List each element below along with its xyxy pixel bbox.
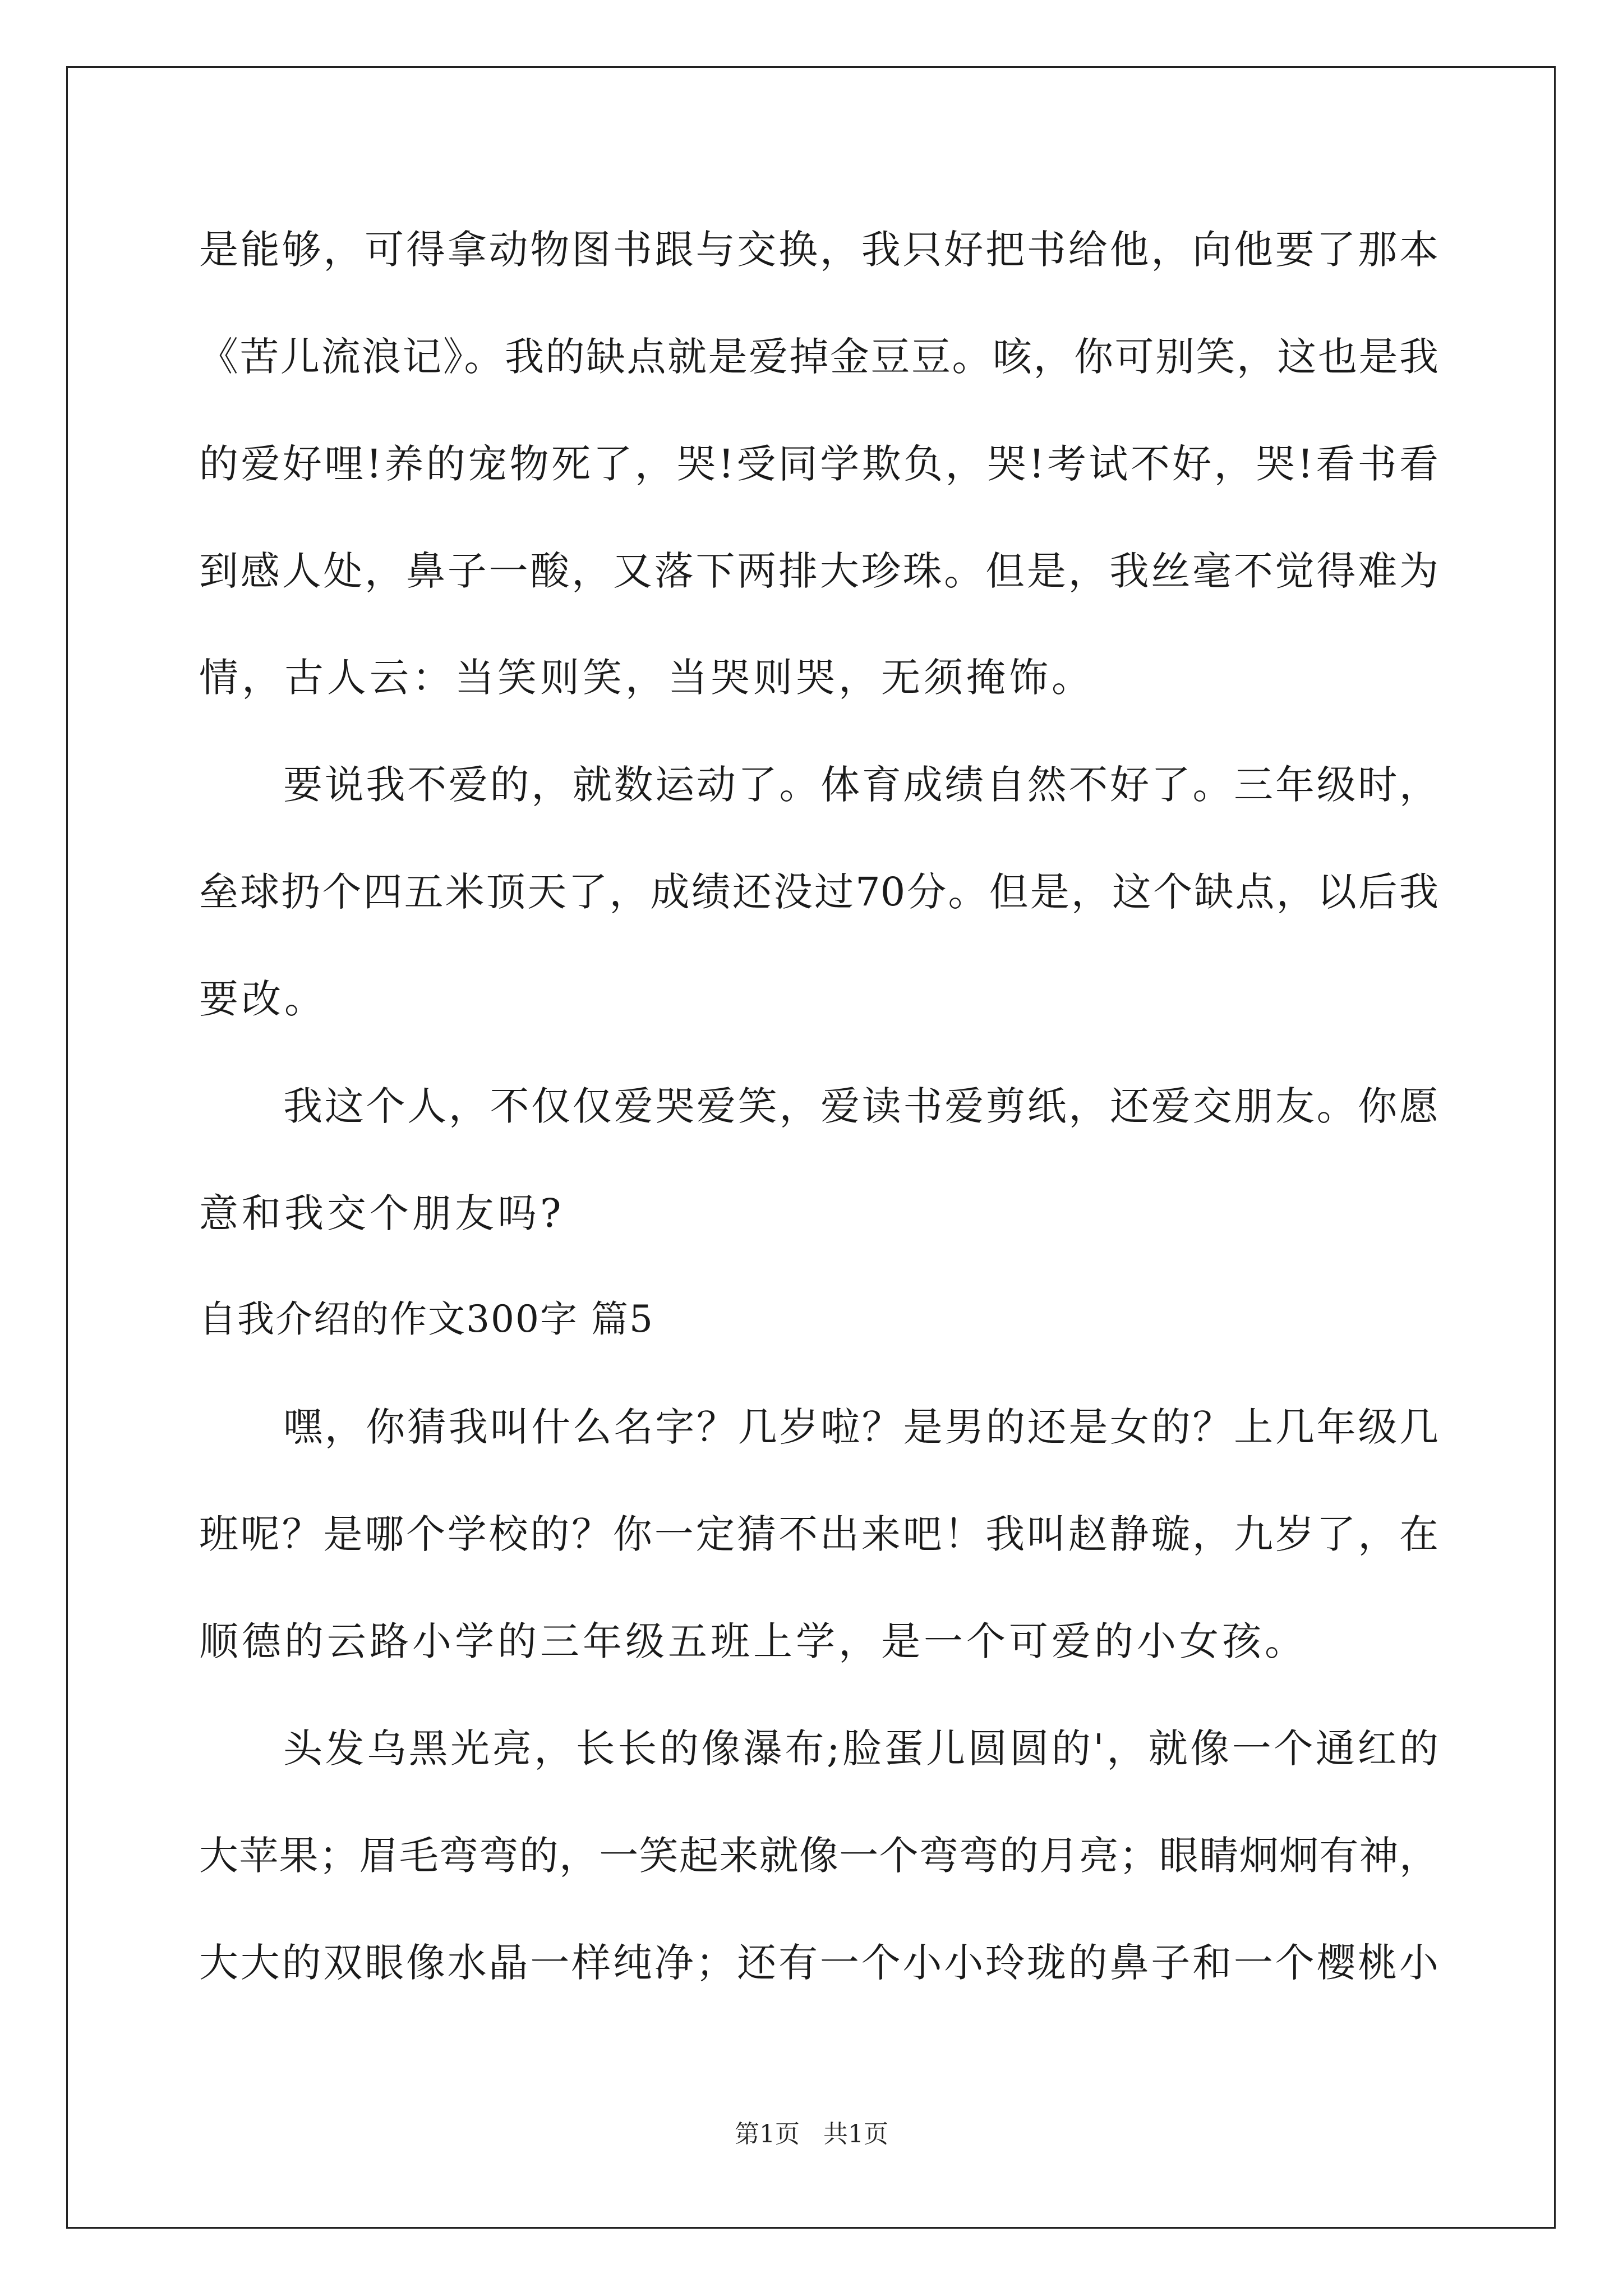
text-line: 情，古人云：当笑则笑，当哭则哭，无须掩饰。 <box>199 655 1094 701</box>
text-line: 班呢？是哪个学校的？你一定猜不出来吧！我叫赵静璇，九岁了，在 <box>199 1511 1438 1557</box>
text-line: 嘿，你猜我叫什么名字？几岁啦？是男的还是女的？上几年级几 <box>283 1404 1438 1450</box>
text-line: 顺德的云路小学的三年级五班上学，是一个可爱的小女孩。 <box>199 1618 1307 1664</box>
page-frame <box>66 66 1556 2229</box>
page-footer <box>0 2118 1623 2151</box>
section-heading: 自我介绍的作文300字 篇5 <box>199 1297 654 1341</box>
text-line: 大苹果；眉毛弯弯的，一笑起来就像一个弯弯的月亮；眼睛炯炯有神， <box>199 1833 1438 1879</box>
text-line: 大大的双眼像水晶一样纯净；还有一个小小玲珑的鼻子和一个樱桃小 <box>199 1940 1438 1986</box>
text-line: 头发乌黑光亮，长长的像瀑布;脸蛋儿圆圆的'，就像一个通红的 <box>283 1726 1438 1772</box>
text-line: 要说我不爱的，就数运动了。体育成绩自然不好了。三年级时， <box>283 762 1438 808</box>
text-line: 要改。 <box>199 976 327 1022</box>
text-line: 是能够，可得拿动物图书跟与交换，我只好把书给他，向他要了那本 <box>199 227 1438 273</box>
text-line: 到感人处，鼻子一酸，又落下两排大珍珠。但是，我丝毫不觉得难为 <box>199 548 1438 594</box>
text-line: 《苦儿流浪记》。我的缺点就是爱掉金豆豆。咳，你可别笑，这也是我 <box>199 334 1438 380</box>
text-line: 垒球扔个四五米顶天了，成绩还没过70分。但是，这个缺点，以后我 <box>199 869 1438 915</box>
page-total: 共1页 <box>823 2120 888 2148</box>
text-line: 的爱好哩!养的宠物死了，哭!受同学欺负，哭!考试不好，哭!看书看 <box>199 441 1438 487</box>
page-number: 第1页 <box>735 2120 800 2148</box>
text-line: 意和我交个朋友吗? <box>199 1190 565 1236</box>
text-line: 我这个人，不仅仅爱哭爱笑，爱读书爱剪纸，还爱交朋友。你愿 <box>283 1083 1438 1129</box>
